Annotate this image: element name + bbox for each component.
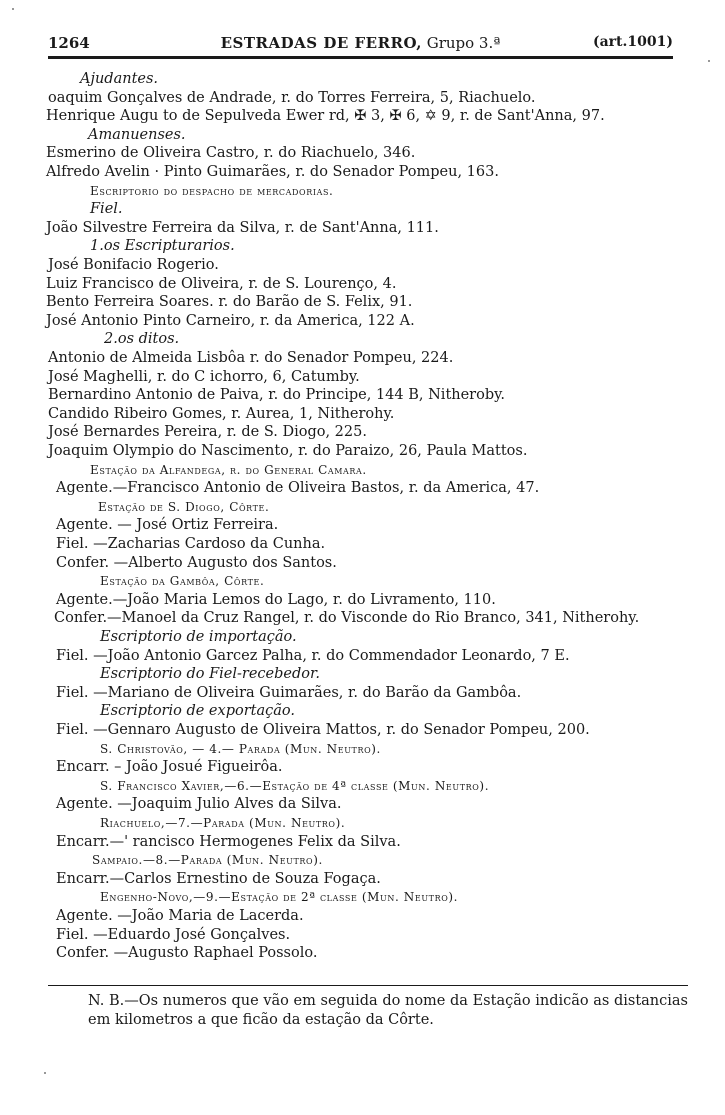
listing-entry: Fiel. —Mariano de Oliveira Guimarães, r. do Barão da Gambôa. — [56, 684, 522, 701]
listing-entry: Confer. —Augusto Raphael Possolo. — [56, 945, 318, 962]
section-heading: Estação da Alfandega, r. do General Camara. — [90, 462, 367, 477]
listing-entry: Confer. —Alberto Augusto dos Santos. — [56, 554, 337, 571]
section-heading: S. Christovão, — 4.— Parada (Mun. Neutro). — [100, 741, 381, 756]
listing-entry: Alfredo Avelin · Pinto Guimarães, r. do Senador Pompeu, 163. — [46, 164, 499, 180]
listing-entry: Agente. — José Ortiz Ferreira. — [56, 517, 279, 534]
listing-entry: Bento Ferreira Soares. r. do Barão de S. Felix, 91. — [46, 294, 413, 311]
section-heading: Estação da Gambôa, Côrte. — [100, 574, 265, 589]
role-heading: Escriptorio do Fiel-recebedor. — [100, 666, 320, 683]
listing-entry: João Silvestre Ferreira da Silva, r. de Sant'Anna, 111. — [46, 219, 439, 236]
listing-entry: Encarr.—' rancisco Hermogenes Felix da Silva. — [56, 833, 401, 850]
role-heading: Escriptorio de importação. — [100, 629, 297, 645]
listing-entry: José Antonio Pinto Carneiro, r. da America, 122 A. — [46, 312, 415, 329]
listing-entry: Henrique Augu to de Sepulveda Ewer rd, ✠ 3, ✠ 6, ✡ 9, r. de Sant'Anna, 97. — [46, 108, 605, 125]
footnote-text: N. B.—Os numeros que vão em seguida do nome da Estação indicão as distancias em kilometros a que ficão da estação da Côrte. — [88, 993, 688, 1028]
listing-entry: Fiel. —Eduardo José Gonçalves. — [56, 926, 291, 943]
listing-entry: José Bernardes Pereira, r. de S. Diogo, 225. — [48, 424, 367, 441]
listing-entry: Bernardino Antonio de Paiva, r. do Principe, 144 B, Nitheroby. — [48, 387, 506, 404]
footnote — [48, 992, 688, 1030]
listing-entry: Antonio de Almeida Lisbôa r. do Senador Pompeu, 224. — [48, 350, 454, 366]
listing-entry: Fiel. —João Antonio Garcez Palha, r. do Commendador Leonardo, 7 E. — [56, 647, 570, 664]
article-reference: (art.1001) — [592, 34, 673, 50]
running-title — [48, 34, 673, 52]
scan-speck — [44, 1072, 46, 1074]
listing-entry: Confer.—Manoel da Cruz Rangel, r. do Visconde do Rio Branco, 341, Nitherohy. — [54, 610, 640, 627]
listing-entry: Encarr. – João Josué Figueirôa. — [56, 759, 283, 776]
listing-entry: José Bonifacio Rogerio. — [48, 257, 219, 273]
page-header — [48, 34, 673, 56]
listing-entry: José Maghelli, r. do C ichorro, 6, Catumby. — [48, 368, 360, 385]
section-heading: Engenho-Novo,—9.—Estação de 2ª classe (Mun. Neutro). — [100, 890, 459, 905]
role-heading: Ajudantes. — [80, 71, 159, 87]
listing-entry: Agente.—Francisco Antonio de Oliveira Bastos, r. da America, 47. — [56, 480, 540, 497]
listing-entry: oaquim Gonçalves de Andrade, r. do Torres Ferreira, 5, Riachuelo. — [48, 89, 536, 106]
listing-entry: Fiel. —Zacharias Cardoso da Cunha. — [56, 536, 326, 552]
role-heading: Amanuenses. — [88, 126, 186, 143]
role-heading: 2.os ditos. — [104, 331, 180, 348]
listing-entry: Esmerino de Oliveira Castro, r. do Riachuelo, 346. — [46, 145, 416, 162]
listing-entry: Agente.—João Maria Lemos do Lago, r. do Livramento, 110. — [56, 591, 496, 608]
listing-entry: Luiz Francisco de Oliveira, r. de S. Lourenço, 4. — [46, 275, 397, 292]
scan-speck — [708, 60, 710, 62]
section-heading: Riachuelo,—7.—Parada (Mun. Neutro). — [100, 816, 346, 830]
listing-entry: Candido Ribeiro Gomes, r. Aurea, 1, Nitherohy. — [48, 405, 395, 422]
scan-speck — [12, 8, 14, 10]
page-number: 1264 — [48, 34, 90, 52]
role-heading: Fiel. — [90, 201, 123, 218]
running-title-main: ESTRADAS DE FERRO, — [220, 34, 422, 52]
listing-entry: Fiel. —Gennaro Augusto de Oliveira Mattos, r. do Senador Pompeu, 200. — [56, 722, 590, 738]
listing-entry: Encarr.—Carlos Ernestino de Souza Fogaça. — [56, 870, 381, 887]
section-heading: Estação de S. Diogo, Côrte. — [98, 499, 270, 514]
footnote-rule — [48, 985, 688, 986]
header-rule — [48, 56, 673, 59]
section-heading: Escriptorio do despacho de mercadorias. — [90, 183, 334, 198]
listing-entry: Agente. —Joaquim Julio Alves da Silva. — [56, 796, 342, 813]
role-heading: 1.os Escripturarios. — [90, 238, 235, 255]
listing-entry: Agente. —João Maria de Lacerda. — [56, 908, 304, 924]
listing-entry: Joaquim Olympio do Nascimento, r. do Paraizo, 26, Paula Mattos. — [48, 443, 528, 459]
role-heading: Escriptorio de exportação. — [100, 703, 295, 720]
running-title-group: Grupo 3.ª — [426, 34, 501, 52]
section-heading: S. Francisco Xavier,—6.—Estação de 4ª classe (Mun. Neutro). — [100, 778, 490, 793]
section-heading: Sampaio.—8.—Parada (Mun. Neutro). — [92, 853, 323, 868]
